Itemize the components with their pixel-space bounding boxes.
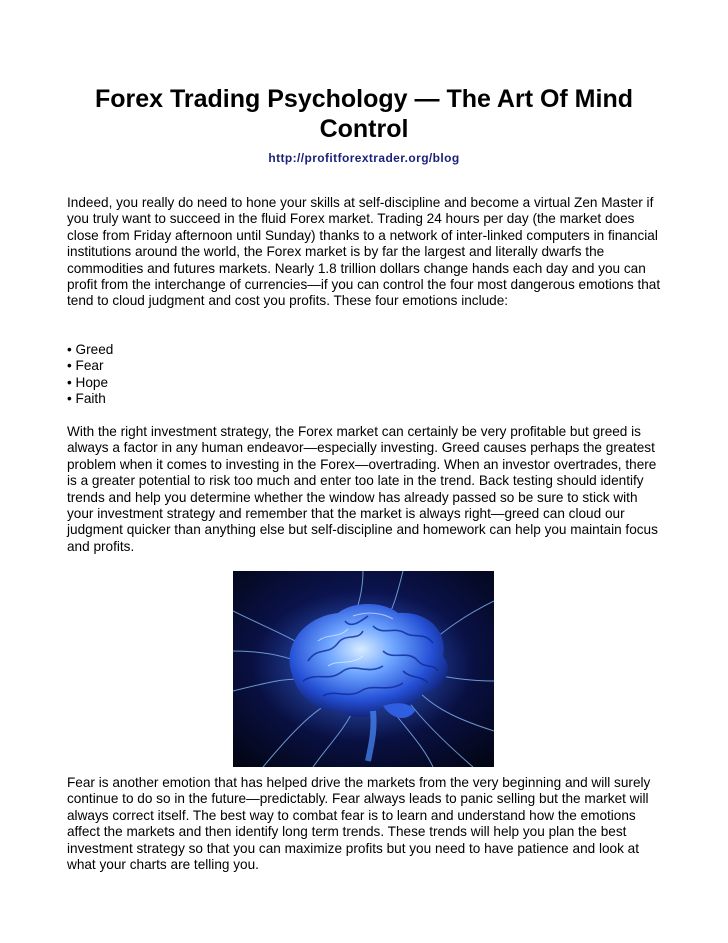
brain-illustration	[233, 571, 494, 767]
list-item-greed: • Greed	[67, 342, 114, 357]
paragraph-greed: With the right investment strategy, the Forex market can certainly be very profitable but greed is always a factor in any human endeavor—especially investing. Greed causes perhaps the greatest problem when it comes to investing in the Forex—overtrading. When an investor overtrades, there is a greater potential to risk too much and enter too late in the trend. Back testing should identify trends and help you determine whether the window has already passed so be sure to stick with your investment strategy and remember that the market is always right—greed can cloud our judgment quicker than anything else but self-discipline and homework can help you maintain focus and profits.	[67, 424, 658, 554]
list-item-faith: • Faith	[67, 391, 106, 407]
paragraph-intro: Indeed, you really do need to hone your skills at self-discipline and become a virtual Zen Master if you truly want to succeed in the fluid Forex market. Trading 24 hours per day (the market does close from Friday afternoon until Sunday) thanks to a network of inter-linked computers in financial institutions around the world, the Forex market is by far the largest and literally dwarfs the commodities and futures markets. Nearly 1.8 trillion dollars change hands each day and you can profit from the interchange of currencies—if you can control the four most dangerous emotions that tend to cloud judgment and cost you profits. These four emotions include:	[67, 195, 661, 309]
list-item-fear: • Fear	[67, 358, 104, 374]
blog-url-link[interactable]: http://profitforextrader.org/blog	[268, 151, 460, 165]
paragraph-fear: Fear is another emotion that has helped drive the markets from the very beginning and will surely continue to do so in the future—predictably. Fear always leads to panic selling but the market will always correct itself. The best way to combat fear is to learn and understand how the emotions affect the markets and then identify long term trends. These trends will help you plan the best investment strategy so that you can maximize profits but you need to have patience and look at what your charts are telling you.	[67, 775, 651, 873]
brain-image	[233, 571, 494, 767]
emotions-list	[67, 342, 662, 408]
document-title: Forex Trading Psychology — The Art Of Mind Control	[94, 85, 633, 143]
list-item-hope: • Hope	[67, 374, 109, 390]
